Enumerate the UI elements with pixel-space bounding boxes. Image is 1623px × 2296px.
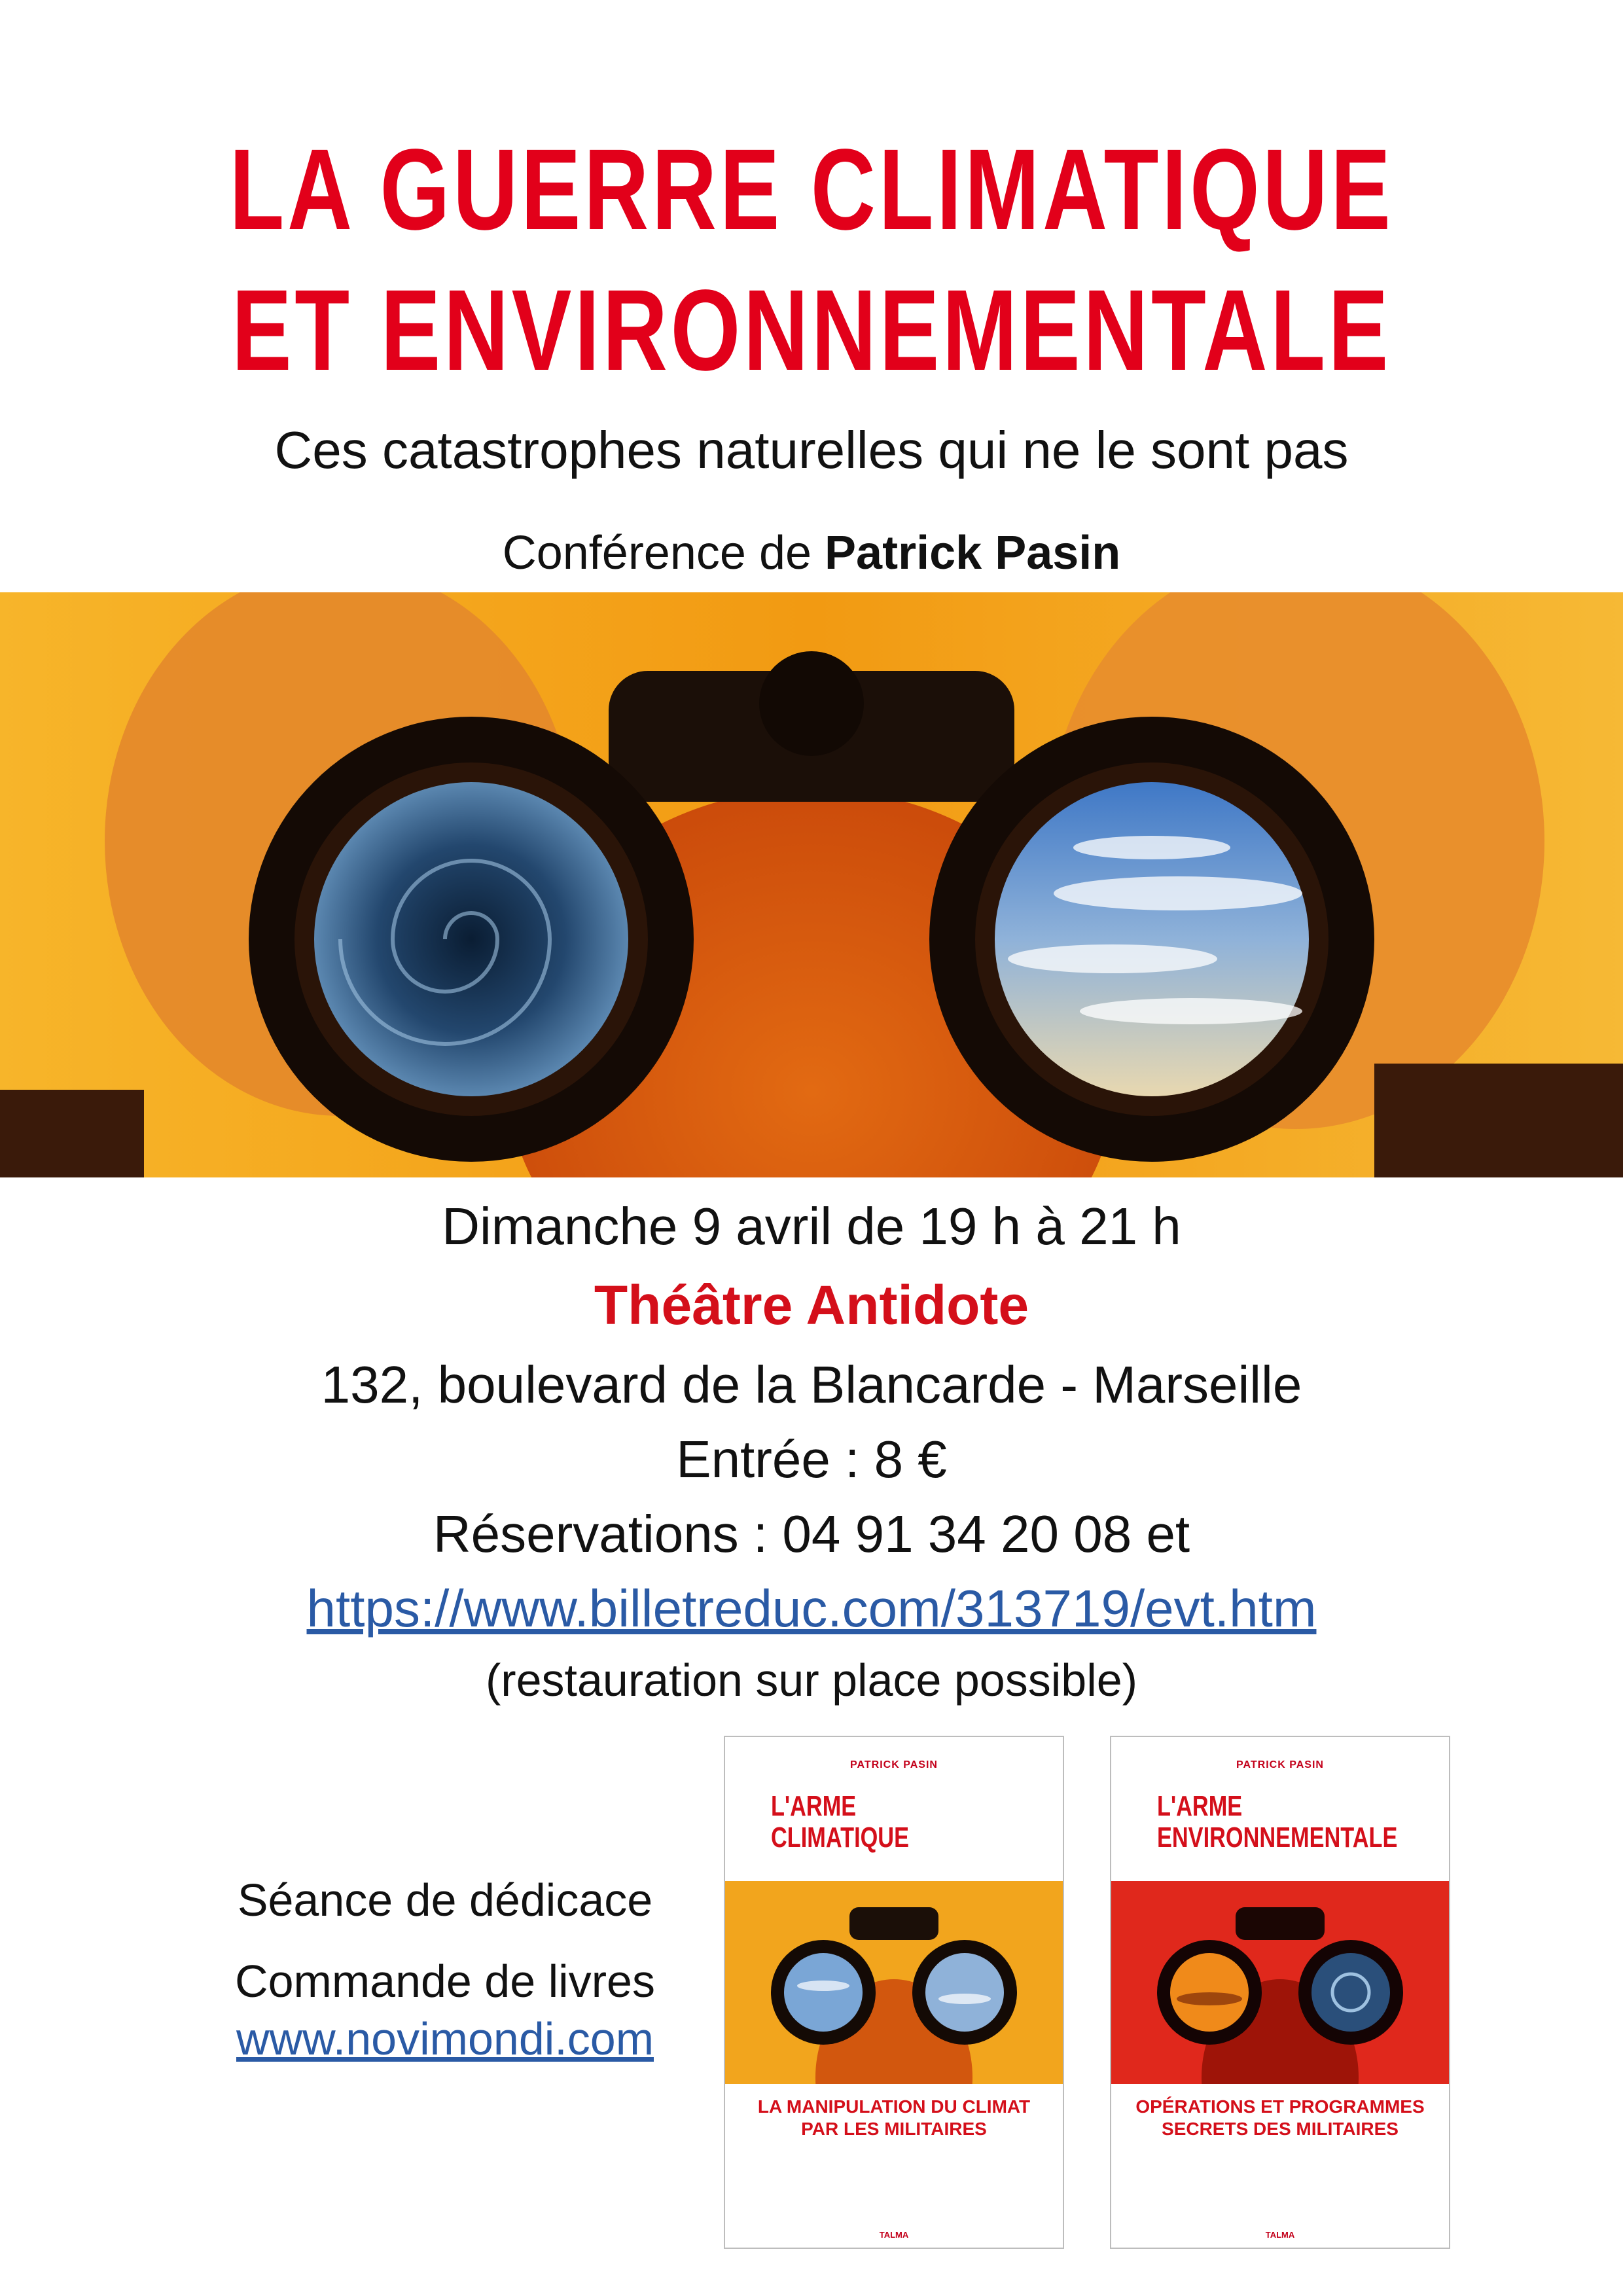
book-title-line-1: L'ARME <box>1157 1790 1243 1822</box>
website-row <box>196 2009 694 2068</box>
venue-name: Théâtre Antidote <box>594 1274 1029 1336</box>
booking-link-row <box>0 1576 1623 1641</box>
reservations: Réservations : 04 91 34 20 08 et <box>433 1505 1190 1563</box>
book-subtitle <box>725 2096 1063 2140</box>
poster-title <box>0 124 1623 255</box>
venue-address: 132, boulevard de la Blancarde - Marseille <box>321 1355 1302 1414</box>
book-order: Commande de livres <box>235 1956 655 2007</box>
book-subtitle-line-2: PAR LES MILITAIRES <box>801 2119 987 2139</box>
book-author: PATRICK PASIN <box>1236 1759 1324 1770</box>
title-line-1: LA GUERRE CLIMATIQUE <box>229 126 1394 254</box>
book-subtitle-line-2: SECRETS DES MILITAIRES <box>1162 2119 1399 2139</box>
website-link[interactable]: www.novimondi.com <box>236 2013 654 2064</box>
book-title-line-1: L'ARME <box>771 1790 857 1822</box>
book-title <box>1157 1791 1397 1854</box>
byline <box>0 524 1623 583</box>
subtitle: Ces catastrophes naturelles qui ne le sont pas <box>274 421 1349 479</box>
book-title <box>771 1791 909 1854</box>
binoculars-photo <box>0 592 1623 1177</box>
catering-note: (restauration sur place possible) <box>485 1655 1138 1706</box>
signing-session: Séance de dédicace <box>237 1874 653 1926</box>
byline-prefix: Conférence de <box>502 527 825 579</box>
event-date: Dimanche 9 avril de 19 h à 21 h <box>442 1197 1181 1255</box>
entry-price: Entrée : 8 € <box>676 1430 947 1488</box>
book-subtitle-line-1: OPÉRATIONS ET PROGRAMMES <box>1135 2096 1425 2117</box>
book-title-line-2: CLIMATIQUE <box>771 1821 909 1854</box>
book-subtitle-line-1: LA MANIPULATION DU CLIMAT <box>757 2096 1031 2117</box>
book-cover-image <box>1111 1881 1449 2084</box>
publisher-logo: TALMA <box>879 2230 909 2240</box>
publisher-logo: TALMA <box>1265 2230 1295 2240</box>
book-cover-climatique <box>724 1736 1064 2249</box>
speaker-name: Patrick Pasin <box>825 527 1121 579</box>
book-cover-image <box>725 1881 1063 2084</box>
poster-title-2 <box>0 265 1623 396</box>
booking-link[interactable]: https://www.billetreduc.com/313719/evt.htm <box>306 1579 1317 1638</box>
book-cover-environnementale <box>1110 1736 1450 2249</box>
title-line-2: ET ENVIRONNEMENTALE <box>232 266 1391 395</box>
book-author: PATRICK PASIN <box>850 1759 938 1770</box>
book-subtitle <box>1111 2096 1449 2140</box>
book-title-line-2: ENVIRONNEMENTALE <box>1157 1821 1398 1854</box>
